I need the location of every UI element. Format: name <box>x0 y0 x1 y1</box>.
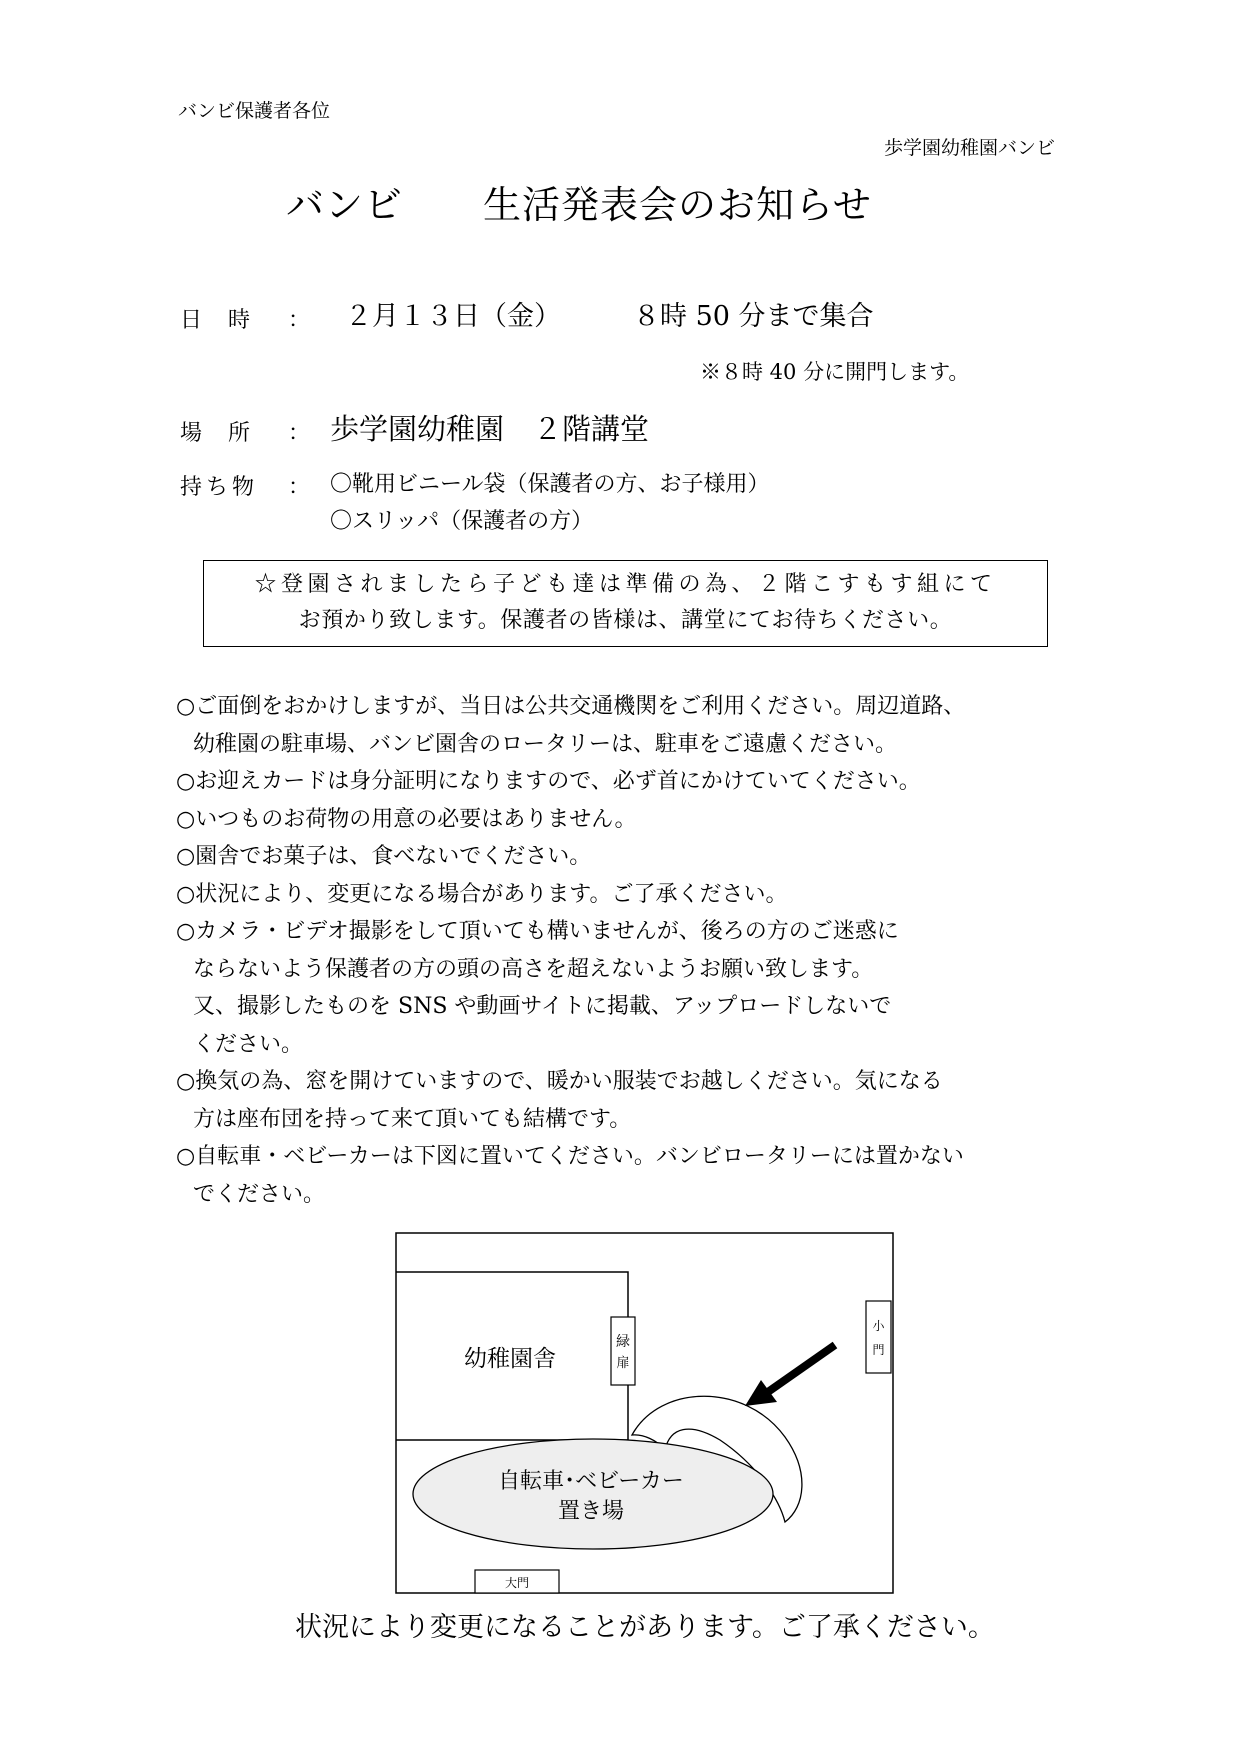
main-gate-label: 大門 <box>504 1576 530 1590</box>
green-door-label-2: 扉 <box>616 1356 630 1371</box>
place-label: 場所 <box>180 421 277 446</box>
list-item: ください。 <box>193 1031 304 1057</box>
sender: 歩学園幼稚園バンビ <box>883 137 1055 159</box>
list-item: ○状況により、変更になる場合があります。ご了承ください。 <box>176 881 788 907</box>
title-class-name: バンビ <box>286 183 404 227</box>
list-item: ならないよう保護者の方の頭の高さを超えないようお願い致します。 <box>193 956 874 982</box>
notice-box <box>203 560 1048 647</box>
notice-line-1: ☆登園されましたら子ども達は準備の為、２階こすもす組にて <box>254 572 997 597</box>
list-item: ○お迎えカードは身分証明になりますので、必ず首にかけていてください。 <box>176 769 921 794</box>
parking-map <box>395 1232 895 1595</box>
green-door-label-1: 緑 <box>616 1334 630 1350</box>
date-label: 日時 <box>180 308 277 333</box>
list-item: ○自転車・ベビーカーは下図に置いてください。バンビロータリーには置かない <box>176 1144 964 1169</box>
list-item: ○換気の為、窓を開けていますので、暖かい服装でお越しください。気になる <box>176 1069 943 1094</box>
place-colon: ： <box>288 421 311 446</box>
green-door <box>611 1317 635 1385</box>
list-item: ○園舎でお菓子は、食べないでください。 <box>176 844 592 869</box>
item-shoe-bag: 〇靴用ビニール袋（保護者の方、お子様用） <box>330 472 770 497</box>
small-gate <box>866 1301 891 1373</box>
addressee: バンビ保護者各位 <box>178 100 331 122</box>
items-label: 持ち物 <box>180 475 259 500</box>
list-item: でください。 <box>193 1181 326 1207</box>
date-value: ２月１３日（金） <box>345 301 561 332</box>
item-slippers: 〇スリッパ（保護者の方） <box>330 509 594 534</box>
list-item: 方は座布団を持って来て頂いても結構です。 <box>193 1106 632 1132</box>
parking-label-1: 自転車･ベビーカー <box>498 1469 684 1494</box>
list-item: 幼稚園の駐車場、バンビ園舎のロータリーは、駐車をご遠慮ください。 <box>193 731 898 757</box>
small-gate-label-2: 門 <box>872 1343 885 1357</box>
items-colon: ： <box>288 475 311 500</box>
list-item: 又、撮影したものを SNS や動画サイトに掲載、アップロードしないで <box>193 994 892 1019</box>
building-label: 幼稚園舎 <box>464 1346 556 1372</box>
title-event: 生活発表会のお知らせ <box>483 183 872 227</box>
footer-note: 状況により変更になることがあります。ご了承ください。 <box>295 1612 995 1643</box>
list-item: ○いつものお荷物の用意の必要はありません。 <box>176 806 637 832</box>
assembly-time: ８時 50 分まで集合 <box>633 301 874 332</box>
place-value: 歩学園幼稚園 ２階講堂 <box>330 412 650 446</box>
parking-label-2: 置き場 <box>557 1499 625 1524</box>
list-item: ○ご面倒をおかけしますが、当日は公共交通機関をご利用ください。周辺道路、 <box>176 694 966 719</box>
notes-list <box>176 688 965 1213</box>
parking-area <box>413 1439 773 1549</box>
list-item: ○カメラ・ビデオ撮影をして頂いても構いませんが、後ろの方のご迷惑に <box>176 919 899 944</box>
page-title <box>286 174 872 229</box>
date-colon: ： <box>288 308 311 333</box>
gate-note: ※８時 40 分に開門します。 <box>700 360 970 384</box>
small-gate-label-1: 小 <box>872 1319 885 1333</box>
notice-line-2: お預かり致します。保護者の皆様は、講堂にてお待ちください。 <box>298 608 953 633</box>
